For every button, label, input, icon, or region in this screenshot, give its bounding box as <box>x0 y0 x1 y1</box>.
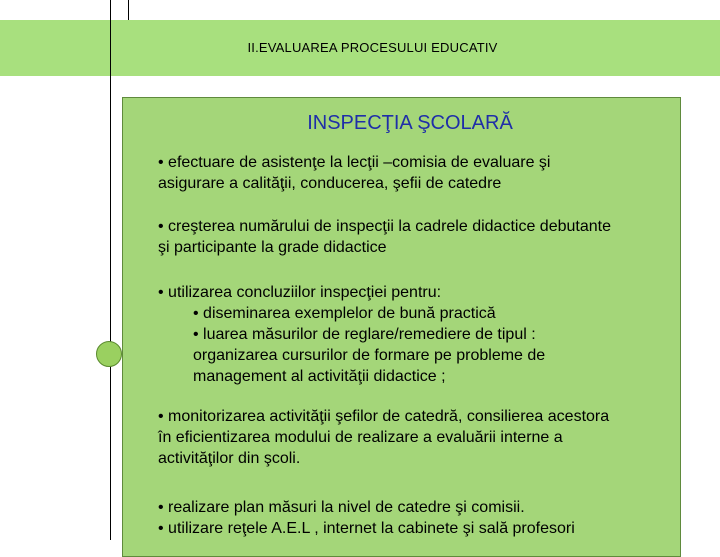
text-line: • monitorizarea activităţii şefilor de catedră, consilierea acestora <box>158 408 610 425</box>
text-line: organizarea cursurilor de formare pe probleme de <box>193 347 546 364</box>
paragraph-asistente <box>158 152 688 194</box>
text-line: • efectuare de asistenţe la lecţii –comisia de evaluare şi <box>158 154 551 171</box>
text-line: • utilizarea concluziilor inspecţiei pentru: <box>158 284 442 301</box>
header-title: II.EVALUAREA PROCESULUI EDUCATIV <box>247 40 498 55</box>
paragraph-plan <box>158 497 688 539</box>
text-line: • diseminarea exemplelor de bună practică <box>193 305 496 322</box>
text-line: • utilizare reţele A.E.L , internet la cabinete şi sală profesori <box>158 520 575 537</box>
text-line: activităţilor din şcoli. <box>158 450 301 467</box>
panel-title: INSPECŢIA ŞCOLARĂ <box>307 112 513 134</box>
paragraph-concluzii <box>158 282 688 387</box>
text-line: şi participante la grade didactice <box>158 239 387 256</box>
text-line: • creşterea numărului de inspecţii la cadrele didactice debutante <box>158 218 611 235</box>
text-line: • luarea măsurilor de reglare/remediere de tipul : <box>193 326 536 343</box>
text-line: • realizare plan măsuri la nivel de catedre şi comisii. <box>158 499 525 516</box>
paragraph-monitorizare <box>158 406 688 469</box>
vertical-rule <box>110 0 111 540</box>
bullet-circle <box>96 341 122 367</box>
paragraph-inspectii <box>158 216 688 258</box>
text-line: în eficientizarea modului de realizare a evaluării interne a <box>158 429 563 446</box>
vertical-rule-short <box>128 0 129 20</box>
text-line: asigurare a calităţii, conducerea, şefii de catedre <box>158 175 502 192</box>
text-line: management al activităţii didactice ; <box>193 368 446 385</box>
